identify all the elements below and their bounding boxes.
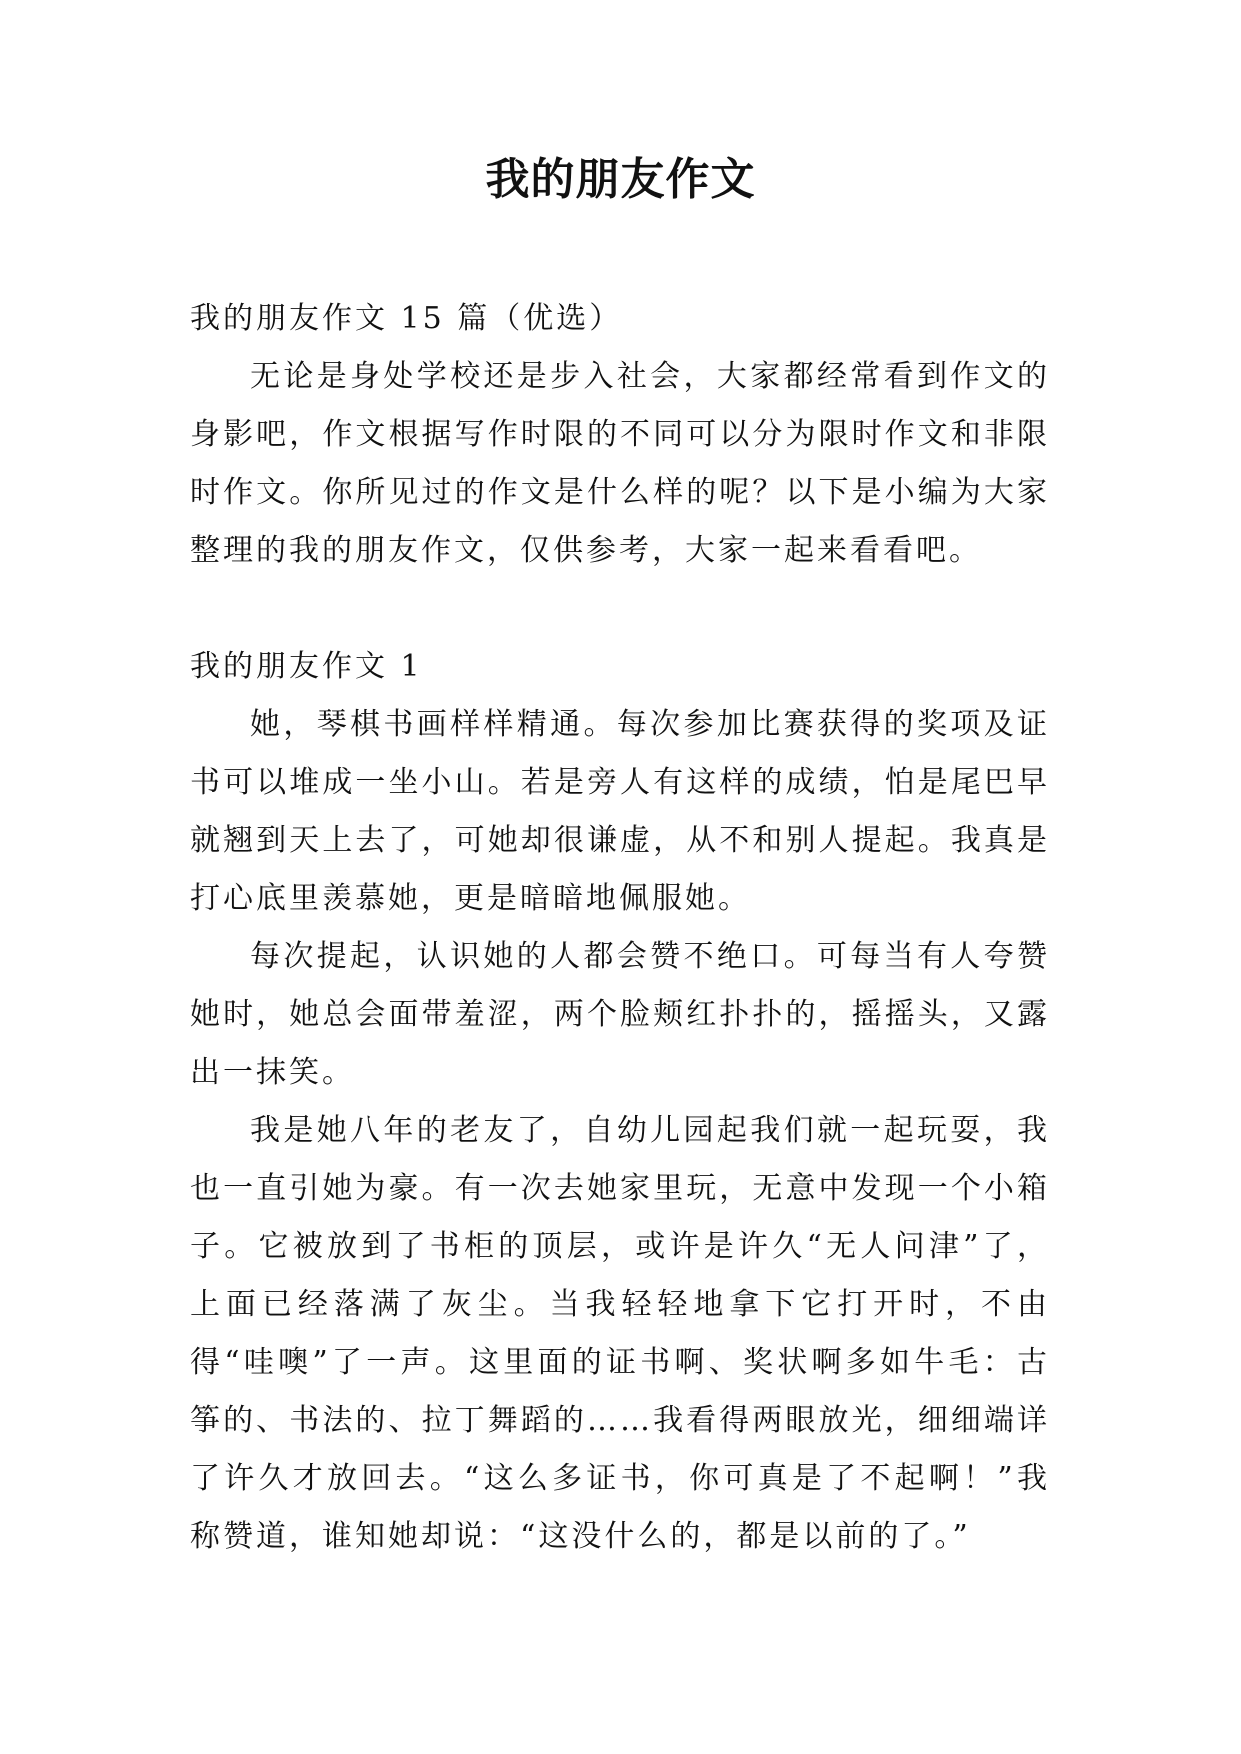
essay-1-heading: 我的朋友作文 1 [190, 649, 423, 684]
essay-1-paragraph-1: 她，琴棋书画样样精通。每次参加比赛获得的奖项及证书可以堆成一坐小山。若是旁人有这样的成绩，怕是尾巴早就翘到天上去了，可她却很谦虚，从不和别人提起。我真是打心底里羡慕她，更是暗暗地佩服她。 [190, 707, 1050, 916]
document-body [190, 290, 1050, 1566]
document-title: 我的朋友作文 [485, 154, 756, 205]
essay-1-paragraph-3: 我是她八年的老友了，自幼儿园起我们就一起玩耍，我也一直引她为豪。有一次去她家里玩，无意中发现一个小箱子。它被放到了书柜的顶层，或许是许久“无人问津”了，上面已经落满了灰尘。当我轻轻地拿下它打开时，不由得“哇噢”了一声。这里面的证书啊、奖状啊多如牛毛：古筝的、书法的、拉丁舞蹈的……我看得两眼放光，细细端详了许久才放回去。“这么多证书，你可真是了不起啊！”我称赞道，谁知她却说：“这没什么的，都是以前的了。” [190, 1113, 1050, 1554]
intro-heading: 我的朋友作文 15 篇（优选） [190, 301, 623, 336]
essay-1-paragraph-2: 每次提起，认识她的人都会赞不绝口。可每当有人夸赞她时，她总会面带羞涩，两个脸颊红扑扑的，摇摇头，又露出一抹笑。 [190, 939, 1050, 1090]
intro-paragraph: 无论是身处学校还是步入社会，大家都经常看到作文的身影吧，作文根据写作时限的不同可以分为限时作文和非限时作文。你所见过的作文是什么样的呢？以下是小编为大家整理的我的朋友作文，仅供参考，大家一起来看看吧。 [190, 359, 1050, 568]
section-spacer [190, 580, 1050, 638]
